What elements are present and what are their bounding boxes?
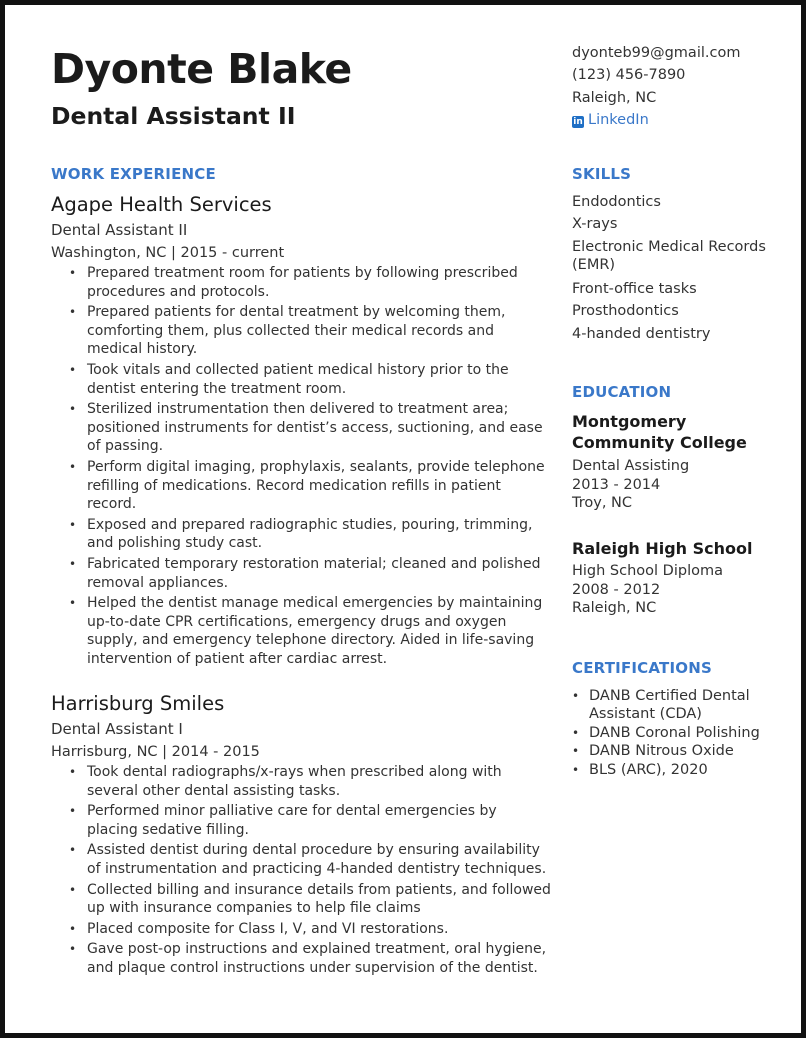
school-program: High School Diploma [572,563,723,579]
skill-item: Endodontics [572,194,661,210]
list-item: • DANB Coronal Polishing [572,724,760,741]
school-years: 2013 - 2014 [572,476,661,493]
school-name: Montgomery Community College [572,412,747,452]
contact-info [572,42,740,131]
phone-number: (123) 456-7890 [572,67,686,84]
email-address[interactable]: dyonteb99@gmail.com [572,45,741,61]
job-entry [51,692,551,980]
list-item: • Placed composite for Class I, V, and VI restorations. [69,920,449,937]
list-item: • Prepared treatment room for patients by following prescribed procedures and protocols. [69,265,518,300]
list-item: • DANB Certified Dental Assistant (CDA) [572,688,750,723]
skill-item: Front-office tasks [572,280,697,297]
school-name: Raleigh High School [572,539,753,558]
job-entry [51,193,551,670]
skill-item: Electronic Medical Records (EMR) [572,238,766,274]
skill-item: 4-handed dentistry [572,325,711,342]
list-item: • BLS (ARC), 2020 [572,761,708,778]
list-item: • Sterilized instrumentation then delivered to treatment area; positioned instruments for dentist’s access, suctioning, and ease of passing. [69,401,543,455]
education-heading: EDUCATION [572,383,672,401]
candidate-name: Dyonte Blake [51,45,352,93]
school-program: Dental Assisting [572,458,690,474]
school-location: Troy, NC [572,495,633,511]
skill-item: X-rays [572,216,618,233]
job-location-dates: Washington, NC | 2015 - current [51,245,285,261]
job-bullets [51,264,551,668]
company-name: Agape Health Services [51,193,272,216]
work-experience-heading: WORK EXPERIENCE [51,165,216,183]
school-location: Raleigh, NC [572,600,657,616]
list-item: • Collected billing and insurance details from patients, and followed up with insurance companies to help file claims [69,881,551,917]
company-name: Harrisburg Smiles [51,692,225,715]
education-entry [572,411,787,513]
list-item: • Exposed and prepared radiographic studies, pouring, trimming, and polishing study cast. [69,516,533,552]
linkedin-icon: in [573,116,583,127]
job-title: Dental Assistant I [51,720,183,738]
school-years: 2008 - 2012 [572,581,661,598]
list-item: • Prepared patients for dental treatment by welcoming them, comforting them, plus collected their medical records and medical history. [69,304,506,358]
list-item: • Perform digital imaging, prophylaxis, sealants, provide telephone refilling of medications. Record medication refills in patient record. [69,458,545,513]
list-item: • DANB Nitrous Oxide [572,743,734,760]
list-item: • Performed minor palliative care for dental emergencies by placing sedative filling. [69,803,497,838]
skill-item: Prosthodontics [572,303,679,320]
list-item: • Took dental radiographs/x-rays when prescribed along with several other dental assisting tasks. [69,764,502,799]
skills-list [572,191,787,345]
list-item: • Helped the dentist manage medical emergencies by maintaining up-to-date CPR certifications, emergency drugs and oxygen supply, and emergency telephone directory. Aided in life-saving intervention of patient after cardiac arrest. [69,595,543,667]
list-item: • Fabricated temporary restoration material; cleaned and polished removal appliances. [69,555,541,591]
skills-heading: SKILLS [572,165,632,183]
certifications-list [572,687,782,779]
linkedin-link[interactable] [572,109,740,131]
list-item: • Gave post-op instructions and explained treatment, oral hygiene, and plaque control instructions under supervision of the dentist. [69,941,547,976]
list-item: • Assisted dentist during dental procedure by ensuring availability of instrumentation and practicing 4-handed dentistry techniques. [69,842,547,877]
linkedin-label: LinkedIn [588,111,649,128]
list-item: • Took vitals and collected patient medical history prior to the dentist entering the treatment room. [69,361,509,397]
job-location-dates: Harrisburg, NC | 2014 - 2015 [51,744,260,760]
certifications-heading: CERTIFICATIONS [572,659,712,677]
contact-location: Raleigh, NC [572,89,657,106]
education-entry [572,538,787,618]
candidate-role: Dental Assistant II [51,102,296,130]
job-bullets [51,763,551,978]
job-title: Dental Assistant II [51,221,188,239]
